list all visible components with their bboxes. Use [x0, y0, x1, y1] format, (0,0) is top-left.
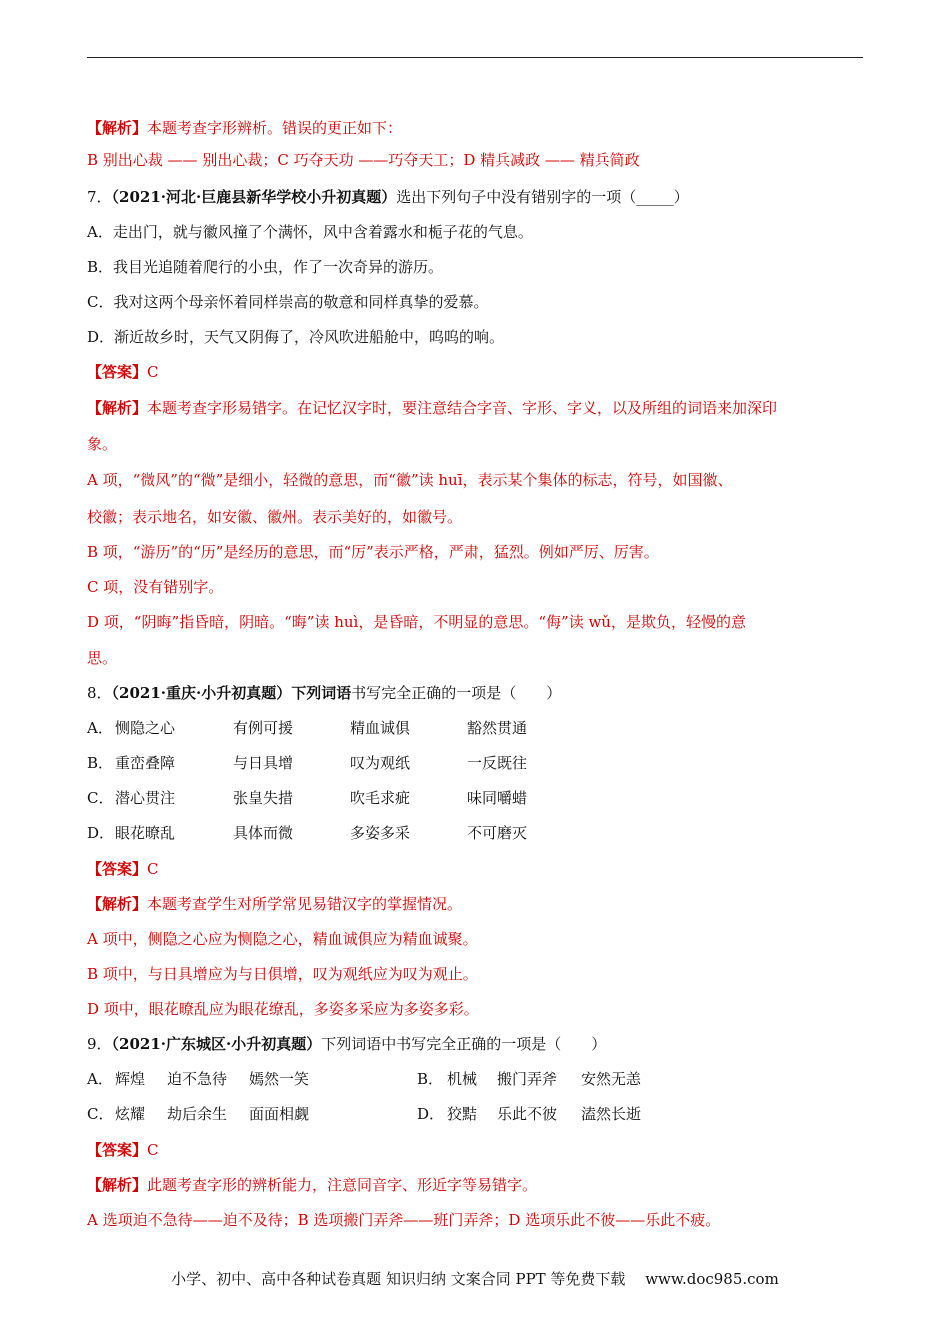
prev-analysis-detail: B 别出心裁 —— 别出心裁；C 巧夺天功 ——巧夺天工；D 精兵减政 —— 精兵简政: [87, 151, 640, 169]
q7-analysis-c: C 项，没有错别字。: [87, 578, 224, 596]
q7-analysis-b: B 项，“游历”的“历”是经历的意思，而“厉”表示严格，严肃，猛烈。例如严厉、厉害。: [87, 543, 659, 561]
q8-stem: 8．（2021·重庆·小升初真题）下列词语书写完全正确的一项是（ ）: [87, 684, 562, 702]
q7-analysis-d: D 项，“阴晦”指昏暗，阴暗。“晦”读 huì，是昏暗，不明显的意思。“侮”读 wǔ，是欺负，轻慢的意: [87, 613, 746, 631]
prev-analysis: 【解析】本题考查字形辨析。错误的更正如下：: [87, 119, 403, 137]
q8-answer: 【答案】C: [87, 860, 159, 878]
q8-analysis: 【解析】本题考查学生对所学常见易错汉字的掌握情况。: [87, 895, 463, 913]
q8-analysis-d: D 项中，眼花暸乱应为眼花缭乱，多姿多采应为多姿多彩。: [87, 1000, 479, 1018]
q7-stem: 7．（2021·河北·巨鹿县新华学校小升初真题）选出下列句子中没有错别字的一项（_____）: [87, 188, 689, 206]
q7-analysis-cont: 象。: [87, 435, 118, 453]
q7-analysis-a-cont: 校徽；表示地名，如安徽、徽州。表示美好的，如徽号。: [87, 508, 463, 526]
q7-analysis-d-cont: 思。: [87, 649, 118, 667]
q7-answer: 【答案】C: [87, 363, 159, 381]
header-rule: [87, 57, 863, 58]
q9-analysis-detail: A 选项迫不急待——迫不及待；B 选项搬门弄斧——班门弄斧；D 选项乐此不彼——乐此不疲。: [87, 1211, 721, 1229]
q9-stem: 9．（2021·广东城区·小升初真题）下列词语中书写完全正确的一项是（ ）: [87, 1035, 607, 1053]
q7-option-d: D．渐近故乡时，天气又阴侮了，冷风吹进船舱中，呜呜的响。: [87, 328, 505, 346]
q9-analysis: 【解析】此题考查字形的辨析能力，注意同音字、形近字等易错字。: [87, 1176, 538, 1194]
q7-analysis: 【解析】本题考查字形易错字。在记忆汉字时，要注意结合字音、字形、字义，以及所组的词语来加深印: [87, 399, 778, 417]
q8-analysis-a: A 项中，侧隐之心应为恻隐之心，精血诚俱应为精血诚聚。: [87, 930, 478, 948]
q9-answer: 【答案】C: [87, 1141, 159, 1159]
page-footer: 小学、初中、高中各种试卷真题 知识归纳 文案合同 PPT 等免费下载 www.doc985.com: [171, 1270, 779, 1288]
q8-analysis-b: B 项中，与日具增应为与日俱增，叹为观纸应为叹为观止。: [87, 965, 478, 983]
q7-option-b: B．我目光追随着爬行的小虫，作了一次奇异的游历。: [87, 258, 444, 276]
q7-option-a: A．走出门，就与徽风撞了个满怀，风中含着露水和栀子花的气息。: [87, 223, 533, 241]
q7-analysis-a: A 项，“微风”的“微”是细小，轻微的意思，而“徽”读 huī，表示某个集体的标志，符号，如国徽、: [87, 471, 733, 489]
q7-option-c: C．我对这两个母亲怀着同样崇高的敬意和同样真挚的爱慕。: [87, 293, 489, 311]
